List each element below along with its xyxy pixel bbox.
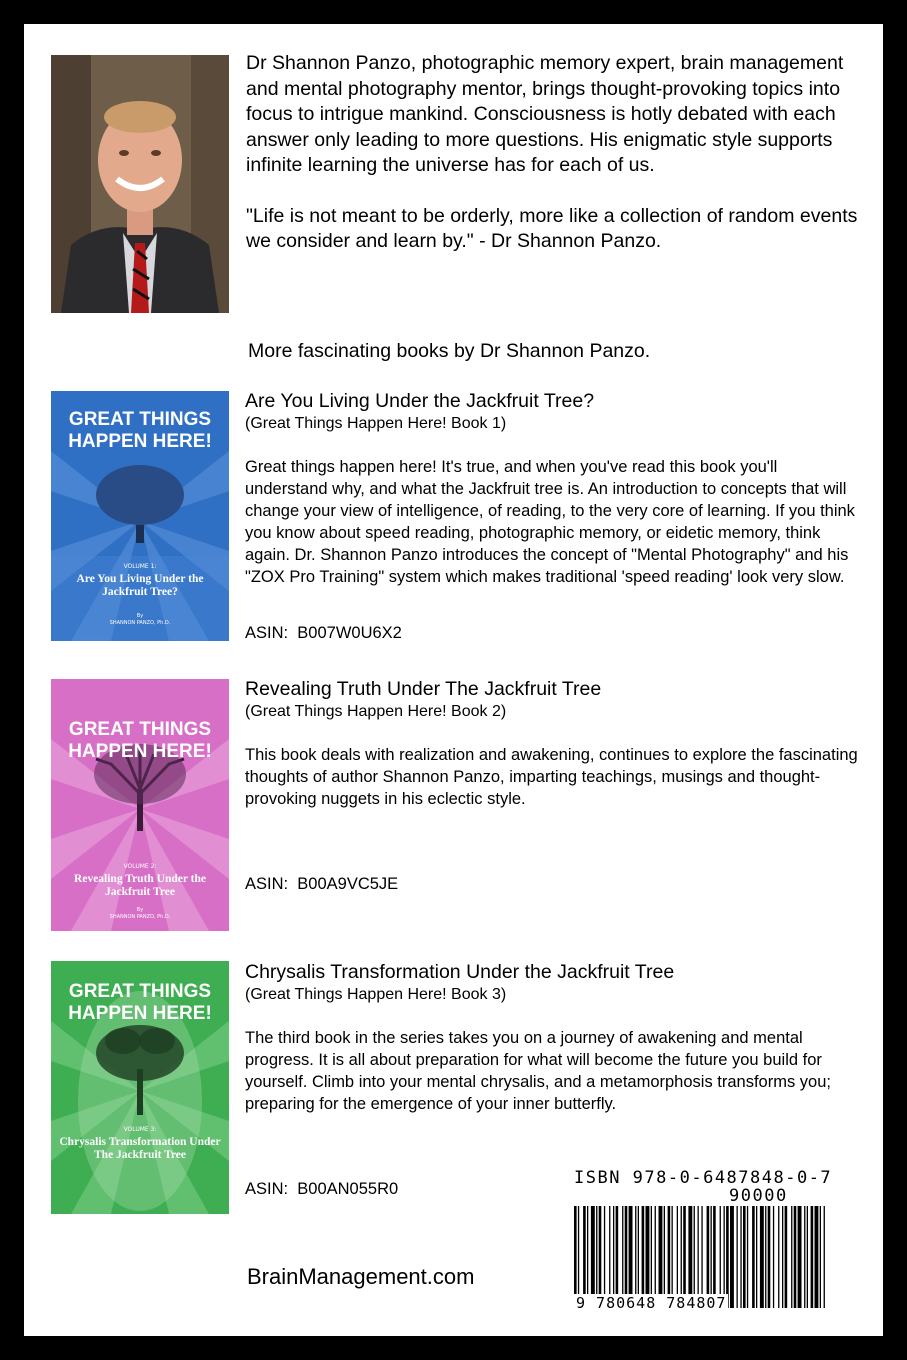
barcode-bar	[791, 1206, 792, 1308]
barcode-bar	[726, 1206, 729, 1308]
barcode-bar	[635, 1206, 636, 1308]
barcode-bar	[740, 1206, 741, 1308]
barcode-bar	[681, 1206, 682, 1308]
barcode-bar	[688, 1206, 692, 1308]
barcode-bar	[794, 1206, 797, 1308]
book-1-cover-by: By	[136, 613, 144, 619]
barcode-bar	[609, 1206, 610, 1308]
barcode-bar	[713, 1206, 716, 1308]
barcode-bar	[574, 1206, 577, 1308]
book-2-cover-volume: VOLUME 2:	[123, 863, 157, 870]
barcode-bar	[815, 1206, 819, 1308]
barcode-bar	[760, 1206, 764, 1308]
book-1-title: Are You Living Under the Jackfruit Tree?	[245, 390, 595, 412]
book-1-cover-headline: GREAT THINGS HAPPEN HERE!	[68, 409, 212, 452]
book-2-asin-value: B00A9VC5JE	[297, 875, 399, 893]
website-url[interactable]: BrainManagement.com	[247, 1264, 475, 1289]
barcode-bar	[824, 1206, 825, 1308]
barcode-bar	[591, 1206, 595, 1308]
book-1-series: (Great Things Happen Here! Book 1)	[245, 415, 507, 432]
book-2-cover-title: Revealing Truth Under the Jackfruit Tree	[74, 873, 206, 898]
barcode-bar	[756, 1206, 757, 1308]
book-3-cover-title: Chrysalis Transformation Under The Jackfruit Tree	[59, 1136, 221, 1161]
barcode-bar	[683, 1206, 686, 1308]
book-1-cover	[51, 391, 229, 641]
barcode-bar	[613, 1206, 614, 1308]
isbn-text: ISBN 978-0-6487848-0-7	[574, 1168, 833, 1188]
barcode-number: 9 780648 784807	[576, 1294, 727, 1312]
barcode-bar	[720, 1206, 721, 1308]
price-code: 90000	[729, 1186, 788, 1206]
more-books-heading: More fascinating books by Dr Shannon Panzo.	[248, 340, 651, 362]
barcode-bar	[730, 1206, 734, 1308]
barcode-bar	[811, 1206, 814, 1308]
book-3-cover-volume: VOLUME 3:	[123, 1126, 157, 1133]
barcode-bar	[724, 1206, 725, 1308]
book-2-title: Revealing Truth Under The Jackfruit Tree	[245, 678, 602, 700]
barcode-bar	[659, 1206, 663, 1308]
book-1-asin-value: B007W0U6X2	[297, 624, 402, 642]
author-bio-block	[246, 51, 876, 255]
book-2-description: This book deals with realization and awakening, continues to explore the fascinating thoughts of author Shannon Panzo, imparting teachings, musings and thought-provoking nuggets in his eclectic style.	[245, 746, 858, 808]
barcode-bar	[798, 1206, 802, 1308]
barcode-bar	[622, 1206, 623, 1308]
book-3-series: (Great Things Happen Here! Book 3)	[245, 986, 507, 1003]
barcode-bar	[782, 1206, 783, 1308]
barcode-bar	[587, 1206, 588, 1308]
book-1-cover-title: Are You Living Under the Jackfruit Tree?	[76, 573, 204, 598]
barcode-bar	[629, 1206, 633, 1308]
barcode-bar	[604, 1206, 605, 1308]
barcode-bar	[743, 1206, 746, 1308]
book-3-description: The third book in the series takes you on a journey of awakening and mental progress. It is all about preparation for what will become the future you build for yourself. Climb into your mental chrysalis, and a metamorphosis transforms you; preparing for the emergence of your inner butterfly.	[245, 1029, 831, 1113]
book-3-asin	[245, 1180, 398, 1199]
barcode-bar	[668, 1206, 671, 1308]
book-1-asin	[245, 624, 402, 643]
book-2-cover-author: SHANNON PANZO, Ph.D.	[109, 914, 171, 920]
barcode-bar	[578, 1206, 579, 1308]
barcode-bar	[698, 1206, 699, 1308]
book-1-cover-volume: VOLUME 1:	[123, 563, 157, 570]
barcode-bar	[701, 1206, 702, 1308]
book-3-cover-headline: GREAT THINGS HAPPEN HERE!	[68, 981, 212, 1024]
barcode-bar	[583, 1206, 586, 1308]
book-2-cover	[51, 679, 229, 931]
author-photo	[51, 55, 229, 313]
book-1-asin-label: ASIN:	[245, 624, 289, 642]
barcode-bar	[642, 1206, 645, 1308]
barcode-bar	[804, 1206, 805, 1308]
barcode-bar	[765, 1206, 766, 1308]
barcode-bar	[646, 1206, 650, 1308]
barcode-bar	[807, 1206, 808, 1308]
book-2-cover-by: By	[136, 907, 144, 913]
book-2-cover-headline: GREAT THINGS HAPPEN HERE!	[68, 719, 212, 762]
barcode-bar	[596, 1206, 597, 1308]
barcode-bar	[638, 1206, 639, 1308]
author-bio: Dr Shannon Panzo, photographic memory expert, brain management and mental photography mentor, brings thought-provoking topics into focus to intrigue mankind. Consciousness is hotly debated with each answer only leading to more questions. His enigmatic style supports infinite learning the universe has for each of us.	[246, 52, 844, 176]
barcode-bar	[651, 1206, 652, 1308]
barcode-bar	[752, 1206, 755, 1308]
barcode-bar	[737, 1206, 738, 1308]
barcode-bar	[694, 1206, 695, 1308]
barcode-bar	[616, 1206, 619, 1308]
book-3-asin-value: B00AN055R0	[297, 1180, 399, 1198]
book-3-asin-label: ASIN:	[245, 1180, 289, 1198]
book-3-title: Chrysalis Transformation Under the Jackfruit Tree	[245, 961, 675, 983]
barcode-image	[574, 1206, 827, 1308]
book-1-cover-author: SHANNON PANZO, Ph.D.	[109, 620, 171, 626]
barcode-bar	[773, 1206, 774, 1308]
barcode-bar	[747, 1206, 748, 1308]
book-2-asin-label: ASIN:	[245, 875, 289, 893]
author-quote: "Life is not meant to be orderly, more like a collection of random events we consider and learn by." - Dr Shannon Panzo.	[246, 204, 858, 252]
barcode-bar	[768, 1206, 771, 1308]
barcode-bar	[664, 1206, 665, 1308]
book-2-asin	[245, 875, 398, 894]
back-cover-page	[24, 24, 883, 1336]
barcode-bar	[711, 1206, 712, 1308]
book-1-description: Great things happen here! It's true, and when you've read this book you'll understand why, and what the Jackfruit tree is. An introduction to concepts that will change your view of intelligence, of reading, to the very core of learning. If you think you know about speed reading, photographic memory, or eidetic memory, think again. Dr. Shannon Panzo introduces the concept of "Mental Photography" and his "ZOX Pro Training" system which makes traditional 'speed reading' look very slow.	[245, 458, 855, 586]
author-portrait-image	[51, 55, 229, 313]
barcode-bar	[707, 1206, 710, 1308]
barcode-bar	[599, 1206, 602, 1308]
barcode-bar	[625, 1206, 628, 1308]
book-2-series: (Great Things Happen Here! Book 2)	[245, 703, 507, 720]
book-3-cover	[51, 961, 229, 1214]
barcode-bar	[820, 1206, 821, 1308]
barcode-bar	[677, 1206, 678, 1308]
barcode-bar	[778, 1206, 779, 1308]
barcode-bar	[672, 1206, 673, 1308]
barcode-bar	[785, 1206, 788, 1308]
barcode-bar	[655, 1206, 656, 1308]
